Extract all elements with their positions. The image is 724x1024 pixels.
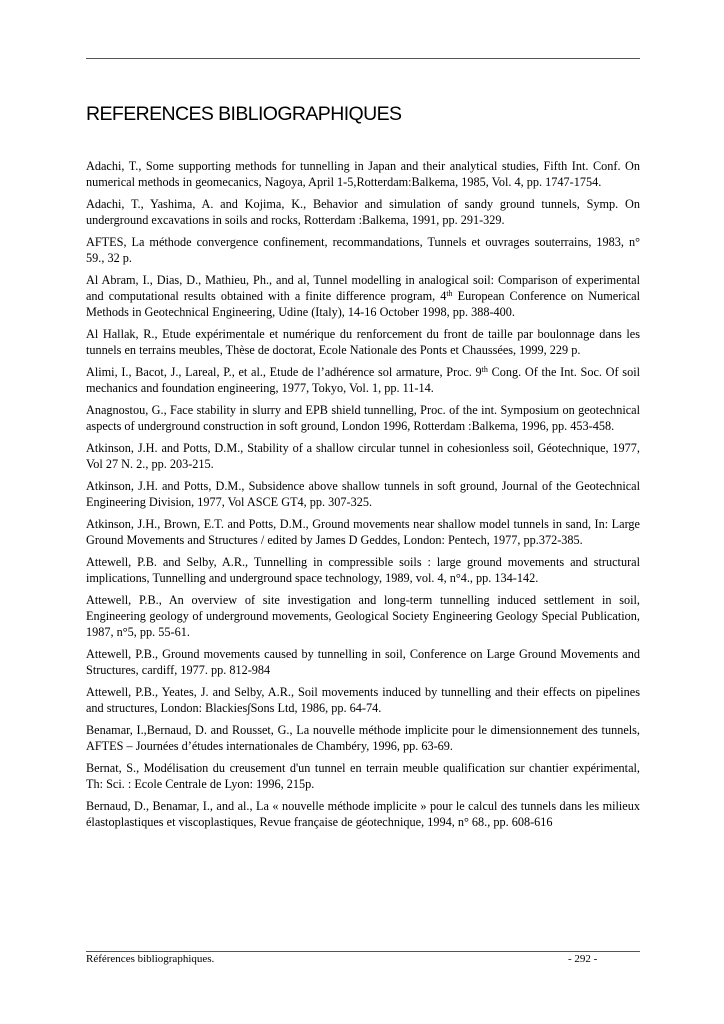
reference-item: Al Abram, I., Dias, D., Mathieu, Ph., and al, Tunnel modelling in analogical soil: Comparison of experimental and computational results obtained with a finite difference program, 4th European Conference on Numerical Methods in Geotechnical Engineering, Udine (Italy), 14-16 October 1998, pp. 388-400. xyxy=(86,273,640,319)
footer-rule xyxy=(86,951,640,952)
reference-item: Anagnostou, G., Face stability in slurry and EPB shield tunnelling, Proc. of the int. Symposium on geotechnical aspects of underground construction in soft ground, London 1996, Rotterdam :Balkema, 1996, pp. 453-458. xyxy=(86,403,640,433)
reference-item: Attewell, P.B., Yeates, J. and Selby, A.R., Soil movements induced by tunnelling and their effects on pipelines and structures, London: Blackies∫Sons Ltd, 1986, pp. 64-74. xyxy=(86,685,640,715)
header-rule xyxy=(86,58,640,59)
reference-item: Benamar, I.,Bernaud, D. and Rousset, G., La nouvelle méthode implicite pour le dimensionnement des tunnels, AFTES – Journées d’études internationales de Chambéry, 1996, pp. 63-69. xyxy=(86,723,640,753)
reference-item: Bernat, S., Modélisation du creusement d'un tunnel en terrain meuble qualification sur chantier expérimental, Th: Sci. : Ecole Centrale de Lyon: 1996, 215p. xyxy=(86,761,640,791)
reference-item: Atkinson, J.H. and Potts, D.M., Subsidence above shallow tunnels in soft ground, Journal of the Geotechnical Engineering Division, 1977, Vol ASCE GT4, pp. 307-325. xyxy=(86,479,640,509)
page-number: - 292 - xyxy=(568,953,598,965)
reference-item: Bernaud, D., Benamar, I., and al., La « nouvelle méthode implicite » pour le calcul des tunnels dans les milieux élastoplastiques et viscoplastiques, Revue française de géotechnique, 1994, n° 68., pp. 608-616 xyxy=(86,799,640,829)
reference-list xyxy=(86,158,640,836)
reference-item: Adachi, T., Yashima, A. and Kojima, K., Behavior and simulation of sandy ground tunnels, Symp. On underground excavations in soils and rocks, Rotterdam :Balkema, 1991, pp. 291-329. xyxy=(86,197,640,227)
reference-item: Atkinson, J.H., Brown, E.T. and Potts, D.M., Ground movements near shallow model tunnels in sand, In: Large Ground Movements and Structures / edited by James D Geddes, London: Pentech, 1977, pp.372-385. xyxy=(86,517,640,547)
reference-item: Attewell, P.B. and Selby, A.R., Tunnelling in compressible soils : large ground movements and structural implications, Tunnelling and underground space technology, 1989, vol. 4, n°4., pp. 134-142. xyxy=(86,555,640,585)
reference-item: Adachi, T., Some supporting methods for tunnelling in Japan and their analytical studies, Fifth Int. Conf. On numerical methods in geomecanics, Nagoya, April 1-5,Rotterdam:Balkema, 1985, Vol. 4, pp. 1747-1754. xyxy=(86,159,640,189)
reference-item: Attewell, P.B., Ground movements caused by tunnelling in soil, Conference on Large Ground Movements and Structures, cardiff, 1977. pp. 812-984 xyxy=(86,647,640,677)
reference-item: Al Hallak, R., Etude expérimentale et numérique du renforcement du front de taille par boulonnage dans les tunnels en terrains meubles, Thèse de doctorat, Ecole Nationale des Ponts et Chaussées, 1999, 229 p. xyxy=(86,327,640,357)
reference-item: Attewell, P.B., An overview of site investigation and long-term tunnelling induced settlement in soil, Engineering geology of underground movements, Geological Society Engineering Geology Special Publication, 1987, n°5, pp. 55-61. xyxy=(86,593,640,639)
reference-item: Alimi, I., Bacot, J., Lareal, P., et al., Etude de l’adhérence sol armature, Proc. 9th Cong. Of the Int. Soc. Of soil mechanics and foundation engineering, 1977, Tokyo, Vol. 1, pp. 11-14. xyxy=(86,365,640,395)
footer-section-title: Références bibliographiques. xyxy=(86,953,215,965)
page-title: REFERENCES BIBLIOGRAPHIQUES xyxy=(86,103,402,125)
reference-item: Atkinson, J.H. and Potts, D.M., Stability of a shallow circular tunnel in cohesionless soil, Géotechnique, 1977, Vol 27 N. 2., pp. 203-215. xyxy=(86,441,640,471)
reference-item: AFTES, La méthode convergence confinement, recommandations, Tunnels et ouvrages souterrains, 1983, n° 59., 32 p. xyxy=(86,235,640,265)
